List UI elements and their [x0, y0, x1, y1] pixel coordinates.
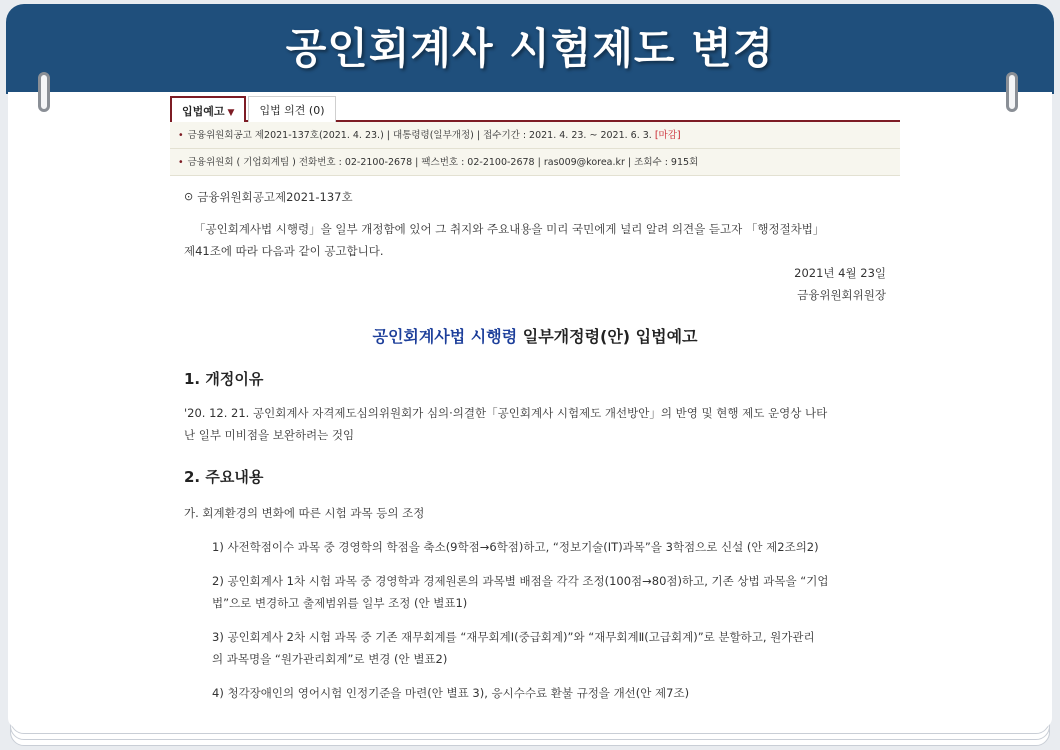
list-item: [184, 626, 886, 670]
intro-line: 「공인회계사법 시행령」을 일부 개정함에 있어 그 취지와 주요내용을 미리 국민에게 널리 알려 의견을 듣고자 「행정절차법」: [194, 222, 825, 236]
list-item: [184, 682, 886, 704]
legislative-notice-panel: [170, 96, 900, 704]
intro-line: 제41조에 따라 다음과 같이 공고합니다.: [184, 244, 384, 258]
document-headline: [184, 326, 886, 348]
subsection-title: 가. 회계환경의 변화에 따른 시험 과목 등의 조정: [184, 506, 425, 520]
list-item-line: 2) 공인회계사 1차 시험 과목 중 경영학과 경제원론의 과목별 배점을 각각 조정(100점→80점)하고, 기존 상법 과목을 “기업: [212, 574, 829, 588]
chevron-down-icon: ▼: [227, 108, 235, 118]
list-item: [184, 570, 886, 614]
reason-line: 난 일부 미비점을 보완하려는 것임: [184, 428, 355, 442]
list-item-line: 법”으로 변경하고 출제범위를 일부 조정 (안 별표1): [212, 596, 468, 610]
contact-info-row: [170, 149, 900, 176]
reason-paragraph: [184, 402, 886, 446]
notice-date: 2021년 4월 23일: [794, 266, 886, 280]
tab-label: 입법 의견 (0): [259, 104, 325, 117]
binder-ring-icon: [1006, 72, 1018, 112]
headline-rest: 일부개정령(안) 입법예고: [517, 327, 698, 346]
tab-bar: [170, 96, 900, 122]
list-item-line: 의 과목명을 “원가관리회계”로 변경 (안 별표2): [212, 652, 448, 666]
notice-body: [170, 186, 900, 704]
banner-title: 공인회계사 시험제도 변경: [285, 24, 775, 73]
notice-signer: 금융위원회위원장: [797, 288, 886, 302]
tab-label: 입법예고: [182, 105, 225, 118]
deadline-badge: [마감]: [654, 130, 681, 141]
notice-info-text: 금융위원회공고 제2021-137호(2021. 4. 23.) | 대통령령(일부개정) | 접수기간 : 2021. 4. 23. ~ 2021. 6. 3.: [187, 130, 655, 141]
notice-number: [184, 186, 886, 208]
intro-paragraph: [184, 218, 886, 262]
reason-line: '20. 12. 21. 공인회계사 자격제도심의위원회가 심의·의결한「공인회계사 시험제도 개선방안」의 반영 및 현행 제도 운영상 나타: [184, 406, 828, 420]
title-banner: [6, 4, 1054, 94]
circle-dot-icon: ⊙: [184, 190, 194, 203]
section-title: 1. 개정이유: [184, 370, 264, 388]
list-item: [184, 536, 886, 558]
tab-legislative-notice[interactable]: [170, 96, 246, 122]
list-item-line: 4) 청각장애인의 영어시험 인정기준을 마련(안 별표 3), 응시수수료 환불 규정을 개선(안 제7조): [212, 686, 690, 700]
list-item-line: 3) 공인회계사 2차 시험 과목 중 기존 재무회계를 “재무회계Ⅰ(중급회계)”와 “재무회계Ⅱ(고급회계)”로 분할하고, 원가관리: [212, 630, 815, 644]
binder-ring-icon: [38, 72, 50, 112]
bullet-icon: •: [178, 157, 184, 168]
headline-law-name: 공인회계사법 시행령: [372, 327, 518, 346]
notice-number-text: 금융위원회공고제2021-137호: [197, 190, 353, 204]
bullet-icon: •: [178, 130, 184, 141]
contact-info-text: 금융위원회 ( 기업회계팀 ) 전화번호 : 02-2100-2678 | 팩스번호 : 02-2100-2678 | ras009@korea.kr | 조회수 : 915회: [187, 157, 699, 168]
list-item-line: 1) 사전학점이수 과목 중 경영학의 학점을 축소(9학점→6학점)하고, “정보기술(IT)과목”을 3학점으로 신설 (안 제2조의2): [212, 540, 819, 554]
tab-opinions[interactable]: [248, 96, 335, 122]
section-title: 2. 주요내용: [184, 468, 264, 486]
notice-info-row: [170, 122, 900, 149]
